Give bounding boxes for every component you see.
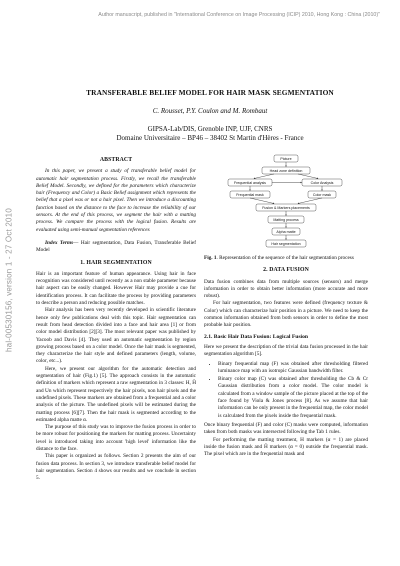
figure-1-caption bbox=[204, 255, 368, 262]
section-2-paragraph: For hair segmentation, two features were defined (frequency texture & Color) which can characterize hair position in a picture. We need to keep the common information obtained from both sensors in order to define the most probable hair position. bbox=[204, 300, 368, 329]
box-picture-label: Picture bbox=[280, 156, 292, 161]
box-alpha-label: Alpha matte bbox=[276, 229, 296, 234]
box-head-zone-label: Head zone definition bbox=[269, 168, 303, 173]
index-terms bbox=[36, 240, 196, 255]
bullet-color-map: • Binary color map (C) was obtained after thresholding the Cb & Cr Gaussian distribution from a color model. The color model is calculated from a window sample of the picture placed at the top of the face found by Viola & Jones process [8]. As we assume that hair information can be only present in the frequential map, the color model is calculated from the pixels inside the frequential mask. bbox=[218, 376, 368, 420]
section-2-heading: 2. DATA FUSION bbox=[263, 267, 309, 274]
section-2-1-heading: 2.1. Basic Hair Data Fusion: Logical Fusion bbox=[204, 333, 309, 340]
section-2-paragraph: Data fusion combines data from multiple sources (sensors) and merge information in order to obtain better information (more accurate and more robust). bbox=[204, 278, 368, 300]
section-1-paragraph: The purpose of this study was to improve the fusion process in order to be more robust for positioning the markers for matting process. Uncertainty level is introduced taking into account 'high level' information like the distance to the face. bbox=[36, 424, 196, 452]
flowchart-diagram bbox=[204, 152, 368, 252]
hal-identifier-strip bbox=[2, 150, 16, 410]
section-1-paragraph: Hair analysis has been very recently developed in scientific literature hence only few publications deal with this topic. Hair segmentation can result from head detection divided into a face and hair area [1] or from color model distribution [2][3]. The most relevant paper was published by Yacoob and Davis [4]. They used an automatic segmentation by region growing process based on a color model. Once the hair mask is segmented, they characterize the hair style and defined parameters (length, volume, color, etc...). bbox=[36, 307, 196, 365]
box-fusion-label: Fusion & Markers placements bbox=[262, 205, 310, 210]
section-1-paragraph: This paper is organized as follows. Section 2 presents the aim of our fusion data process. In section 3, we introduce transferable belief model for hair segmentation. Section 4 shows our results and we conclude in section 5. bbox=[36, 453, 196, 482]
index-terms-label: Index Terms bbox=[45, 239, 74, 246]
section-2-1-paragraph: Once binary frequential (F) and color (C) masks were computed, information taken from both masks was intersected following the Tab 1 rules. bbox=[204, 421, 368, 436]
affiliation-address: Domaine Universitaire – BP46 – 38402 St Martin d'Hères - France bbox=[116, 134, 304, 142]
figure-caption-label: Fig. 1 bbox=[204, 255, 217, 261]
box-color-mask-label: Color mask bbox=[312, 192, 332, 197]
section-2-1-intro: Here we present the description of the trivial data fusion processed in the hair segmentation algorithm [5]. bbox=[204, 343, 368, 358]
bullet-frequential-map: • Binary frequential map (F) was obtained after thresholding filtered luminance map with an isotropic Gaussian bandwidth filter. bbox=[218, 361, 368, 376]
publication-note: Author manuscript, published in "International Conference on Image Processing (ICIP) 2010, Hong Kong : China (2010)" bbox=[98, 12, 380, 18]
abstract-text: In this paper, we present a study of transferable belief model for automatic hair segmentation process. Firstly, we recall the transferable Belief Model. Secondly, we defined for the parameters which characterize hair (Frequency and Color) a Basic Belief assignment which represents the belief that a pixel was or not a hair pixel. Then we introduce a discounting function based on the distance to the face to increase the reliability of our sensors. At the end of this process, we segment the hair with a matting process. We compare the process with the logical fusion. Results are evaluated using semi-manual segmentation references bbox=[36, 168, 196, 233]
box-hair-seg-label: Hair segmentation bbox=[271, 241, 301, 246]
abstract-heading: ABSTRACT bbox=[99, 157, 133, 163]
figure-1-flowchart bbox=[204, 152, 368, 252]
section-1-heading: 1. HAIR SEGMENTATION bbox=[80, 259, 152, 266]
index-terms-text: — Hair segmentation, Data Fusion, Transferable Belief Model bbox=[36, 239, 196, 254]
hal-identifier: hal-00530156, version 1 - 27 Oct 2010 bbox=[4, 208, 14, 352]
abstract-body bbox=[36, 168, 196, 234]
box-freq-mask-label: Frequential mask bbox=[236, 192, 264, 197]
section-1-paragraph: Here, we present our algorithm for the automatic detection and segmentation of hair (Fig.1) [5]. The approach consists in the automatic definition of markers which represent a raw segmentation in 3 classes: H, H̄ and Un which represent respectively the hair pixels, non hair pixels and the undefined pixels. These markers are obtained from a frequential and a color analysis of the picture. The undefined pixels will be estimated during the matting process [6][7]. Then the hair mask is segmented according to the estimated alpha matte α. bbox=[36, 365, 196, 423]
right-column bbox=[204, 152, 368, 458]
section-2-1-paragraph: For performing the matting treatment, H markers (α = 1) are placed inside the fusion mask and H̄ markers (α = 0) outside the frequential mask. The pixel which are in the frequential mask and bbox=[204, 436, 368, 458]
fusion-bullet-list bbox=[204, 361, 368, 420]
section-1-paragraph: Hair is an important feature of human appearance. Using hair in face recognition was considered until recently as a non stable parameter because hair aspect can be easily changed. However Hair may provide a cue for identification process. It can facilitate the process by providing parameters to describe a person and reducing possible matches. bbox=[36, 270, 196, 307]
box-frequential-label: Frequential analysis bbox=[234, 180, 266, 185]
left-column bbox=[36, 152, 196, 482]
paper-title: TRANSFERABLE BELIEF MODEL FOR HAIR MASK SEGMENTATION bbox=[86, 88, 334, 97]
box-matting-label: Matting process bbox=[273, 217, 299, 222]
paper-authors: C. Rousset, P.Y. Coulon and M. Rombaut bbox=[152, 107, 268, 115]
affiliation-lab: GIPSA-Lab/DIS, Grenoble INP, UJF, CNRS bbox=[147, 125, 273, 133]
figure-caption-text: . Representation of the sequence of the hair segmentation process bbox=[216, 255, 354, 261]
box-color-analysis-label: Color Analysis bbox=[310, 180, 334, 185]
